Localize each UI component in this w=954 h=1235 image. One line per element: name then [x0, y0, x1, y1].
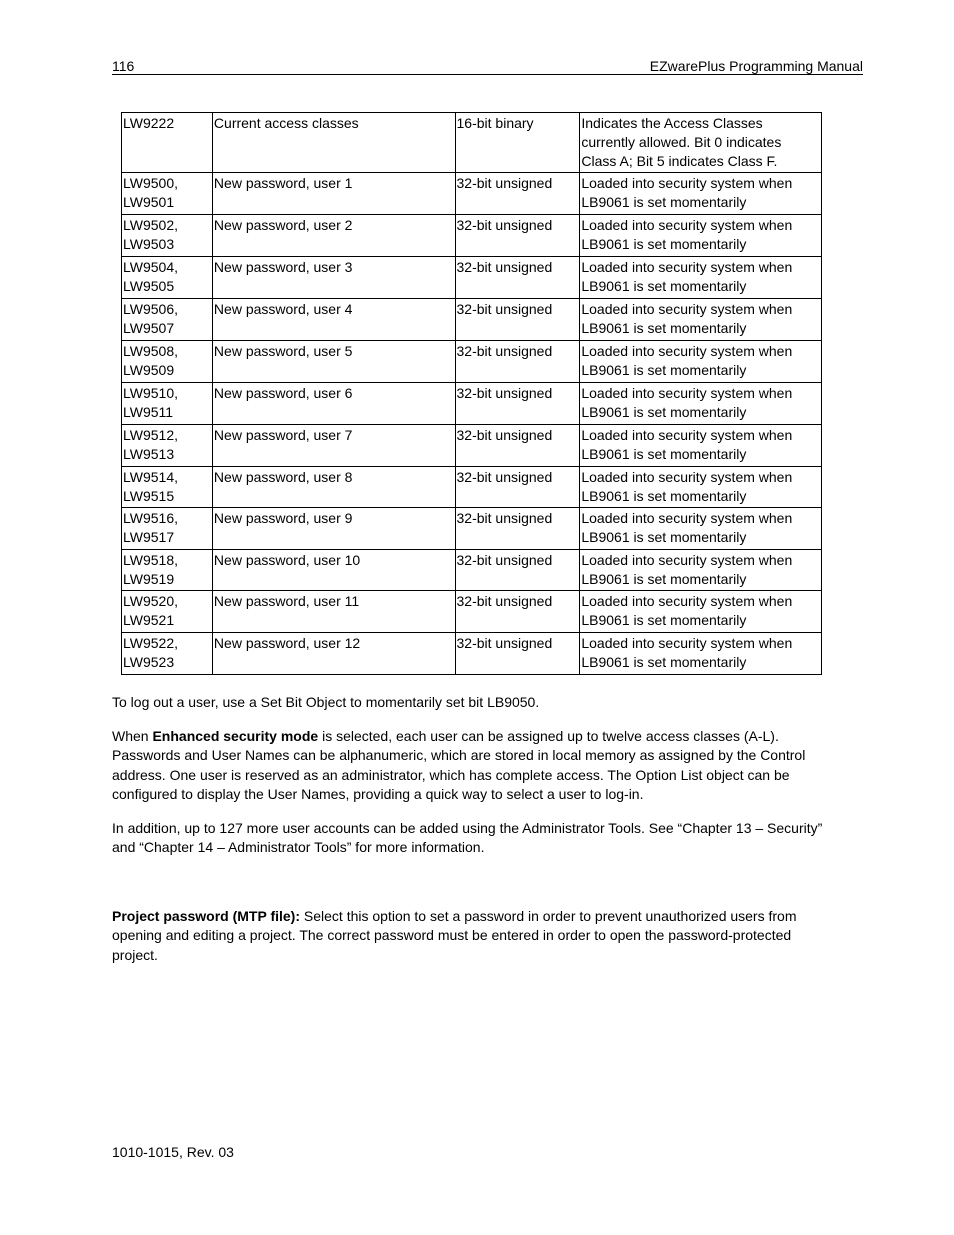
cell-type: 32-bit unsigned: [455, 299, 580, 341]
cell-description: New password, user 8: [212, 467, 455, 508]
cell-description: New password, user 1: [212, 173, 455, 215]
cell-description: New password, user 6: [212, 383, 455, 425]
enhanced-lead: When: [112, 728, 153, 744]
cell-notes: Loaded into security system when LB9061 is set momentarily: [580, 591, 822, 633]
cell-address: LW9512, LW9513: [122, 425, 213, 467]
cell-notes: Loaded into security system when LB9061 is set momentarily: [580, 508, 822, 550]
page-number: 116: [112, 58, 135, 74]
cell-type: 32-bit unsigned: [455, 341, 580, 383]
cell-address: LW9514, LW9515: [122, 467, 213, 508]
table-row: [122, 633, 822, 675]
cell-type: 32-bit unsigned: [455, 591, 580, 633]
cell-type: 32-bit unsigned: [455, 173, 580, 215]
table-row: [122, 215, 822, 257]
cell-type: 32-bit unsigned: [455, 467, 580, 508]
cell-description: New password, user 12: [212, 633, 455, 675]
cell-notes: Loaded into security system when LB9061 is set momentarily: [580, 383, 822, 425]
cell-address: LW9502, LW9503: [122, 215, 213, 257]
project-password-text: Select this option to set a password in order to prevent unauthorized users from opening and editing a project. The correct password must be entered in order to open the password-protected project.: [112, 908, 797, 963]
cell-notes: Loaded into security system when LB9061 is set momentarily: [580, 550, 822, 591]
manual-title: EZwarePlus Programming Manual: [649, 58, 863, 74]
logout-paragraph: To log out a user, use a Set Bit Object to momentarily set bit LB9050.: [112, 694, 540, 710]
project-password-paragraph: [112, 907, 832, 965]
cell-notes: Loaded into security system when LB9061 is set momentarily: [580, 299, 822, 341]
cell-description: New password, user 10: [212, 550, 455, 591]
cell-notes: Loaded into security system when LB9061 is set momentarily: [580, 257, 822, 299]
cell-type: 32-bit unsigned: [455, 215, 580, 257]
cell-type: 16-bit binary: [455, 113, 580, 173]
table-row: [122, 173, 822, 215]
table-row: [122, 550, 822, 591]
enhanced-rest: is selected, each user can be assigned up to twelve access classes (A-L). Passwords and User Names can be alphanumeric, which are stored in local memory as assigned by the Control address. One user is reserved as an administrator, which has complete access. The Option List object can be configured to display the User Names, providing a quick way to select a user to log-in.: [112, 728, 806, 802]
cell-type: 32-bit unsigned: [455, 383, 580, 425]
project-password-term: Project password (MTP file):: [112, 908, 300, 924]
enhanced-security-term: Enhanced security mode: [152, 728, 319, 744]
enhanced-security-paragraph: [112, 727, 832, 804]
table-body: [122, 113, 822, 675]
cell-type: 32-bit unsigned: [455, 257, 580, 299]
cell-description: New password, user 5: [212, 341, 455, 383]
cell-notes: Loaded into security system when LB9061 is set momentarily: [580, 425, 822, 467]
cell-description: Current access classes: [212, 113, 455, 173]
cell-description: New password, user 11: [212, 591, 455, 633]
table-row: [122, 425, 822, 467]
cell-address: LW9520, LW9521: [122, 591, 213, 633]
cell-description: New password, user 7: [212, 425, 455, 467]
table-row: [122, 257, 822, 299]
cell-address: LW9518, LW9519: [122, 550, 213, 591]
cell-description: New password, user 9: [212, 508, 455, 550]
cell-address: LW9504, LW9505: [122, 257, 213, 299]
cell-address: LW9508, LW9509: [122, 341, 213, 383]
cell-type: 32-bit unsigned: [455, 425, 580, 467]
cell-notes: Indicates the Access Classes currently allowed. Bit 0 indicates Class A; Bit 5 indicates Class F.: [580, 113, 822, 173]
cell-address: LW9510, LW9511: [122, 383, 213, 425]
cell-type: 32-bit unsigned: [455, 550, 580, 591]
cell-address: LW9222: [122, 113, 213, 173]
cell-address: LW9500, LW9501: [122, 173, 213, 215]
footer-doc-number: 1010-1015, Rev. 03: [112, 1144, 234, 1160]
table-row: [122, 467, 822, 508]
cell-type: 32-bit unsigned: [455, 508, 580, 550]
table-row: [122, 341, 822, 383]
cell-description: New password, user 4: [212, 299, 455, 341]
cell-notes: Loaded into security system when LB9061 is set momentarily: [580, 215, 822, 257]
cell-description: New password, user 3: [212, 257, 455, 299]
table-row: [122, 508, 822, 550]
cell-address: LW9506, LW9507: [122, 299, 213, 341]
cell-notes: Loaded into security system when LB9061 is set momentarily: [580, 341, 822, 383]
cell-notes: Loaded into security system when LB9061 is set momentarily: [580, 633, 822, 675]
additional-accounts-paragraph: In addition, up to 127 more user accounts can be added using the Administrator Tools. See “Chapter 13 – Security” and “Chapter 14 – Administrator Tools” for more information.: [112, 820, 823, 856]
cell-type: 32-bit unsigned: [455, 633, 580, 675]
table-row: [122, 591, 822, 633]
cell-notes: Loaded into security system when LB9061 is set momentarily: [580, 173, 822, 215]
cell-description: New password, user 2: [212, 215, 455, 257]
cell-address: LW9522, LW9523: [122, 633, 213, 675]
system-register-table: [121, 112, 822, 675]
cell-notes: Loaded into security system when LB9061 is set momentarily: [580, 467, 822, 508]
table-row: [122, 113, 822, 173]
table-row: [122, 383, 822, 425]
page-header: [112, 56, 863, 75]
table-row: [122, 299, 822, 341]
cell-address: LW9516, LW9517: [122, 508, 213, 550]
